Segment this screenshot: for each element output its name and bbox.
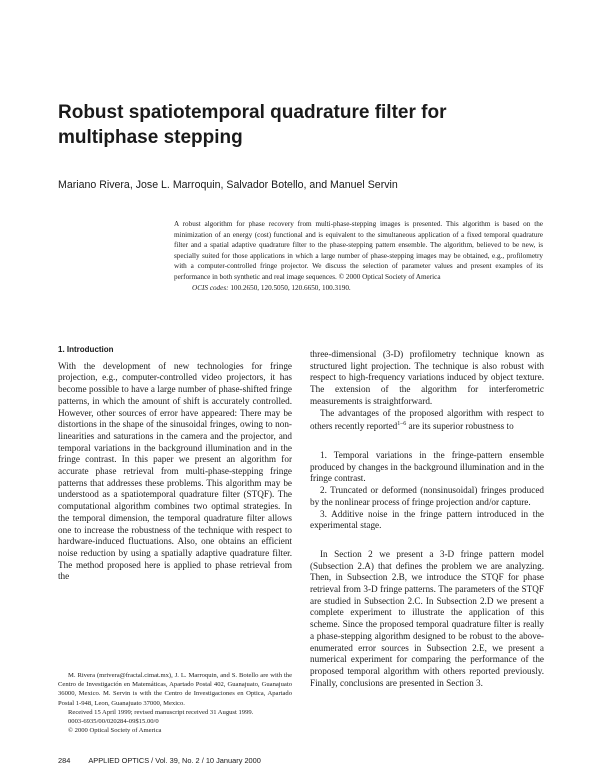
copyright-line: © 2000 Optical Society of America <box>68 727 162 735</box>
abstract <box>174 219 543 293</box>
page-number: 284 <box>58 756 71 765</box>
paper-title <box>58 100 538 150</box>
list-item-2: 2. Truncated or deformed (nonsinusoidal) fringes produced by the nonlinear process of fringe projection and/or capture. <box>310 485 544 507</box>
page-footer <box>58 756 279 765</box>
author-list: Mariano Rivera, Jose L. Marroquin, Salvador Botello, and Manuel Servin <box>58 179 398 191</box>
p2-text-before: The advantages of the proposed algorithm with respect to others recently reported <box>310 407 544 432</box>
affiliations: M. Rivera (mrivera@fractal.cimat.mx), J. L. Marroquin, and S. Botello are with the Centro de Investigación en Matemáticas, Apartado Postal 402, Guanajuato, Guanajuato 36000, Mexico. M. Servin is with the Centro de Investigaciones en Optica, Apartado Postal 1-948, Leon, Guanajuato 37000, Mexico. <box>58 672 292 707</box>
intro-paragraph-1: With the development of new technologies for fringe projection, e.g., computer-controlled video projectors, it has become possible to have a large number of phase-shifted fringe patterns, in which the amount of shift is accurately controlled. However, other sources of error have appeared: There may be distortions in the shape of the sinusoidal fringes, owing to non-linearities and saturations in the camera and the projector, and temporal variations in the background illumination and in the fringe contrast. In this paper we present an algorithm for accurate phase retrieval from multi-phase-stepping fringe patterns that addresses these problems. This algorithm may be understood as a spatiotemporal quadrature filter (STQF). The computational algorithm combines two optimal strategies. In the temporal dimension, the temporal quadrature filter allows one to increase the robustness of the technique with respect to hardware-induced fluctuations. Also, one obtains an efficient noise reduction by using a spatially adaptive quadrature filter. The method proposed here is applied to phase retrieval from the <box>58 360 292 582</box>
ocis-values: 100.2650, 120.5050, 120.6650, 100.3190. <box>230 283 351 292</box>
received-dates: Received 15 April 1999; revised manuscript received 31 August 1999. <box>68 708 254 716</box>
intro-paragraph-1-continued: three-dimensional (3-D) profilometry technique known as structured light projection. The technique is also robust with respect to high-frequency variations induced by object texture. The extension of the algorithm for interferometric measurements is straightforward. <box>310 349 544 406</box>
footnote <box>58 671 292 735</box>
ocis-codes <box>174 283 543 294</box>
issn-line: 0003-6935/00/020284-09$15.00/0 <box>68 718 159 726</box>
intro-paragraph-3: In Section 2 we present a 3-D fringe pattern model (Subsection 2.A) that defines the problem we are analyzing. Then, in Subsection 2.B, we introduce the STQF for phase retrieval from 3-D fringe patterns. The parameters of the STQF are studied in Subsection 2.C. In Subsection 2.D we present a complete experiment to illustrate the application of this scheme. Since the proposed temporal quadrature filter is really a phase-stepping algorithm designed to be robust to the above-enumerated error sources in Subsection 2.E, we present a numerical experiment for comparing the performance of the proposed temporal algorithm with others reported previously. Finally, conclusions are presented in Section 3. <box>310 548 544 688</box>
title-line-2: multiphase stepping <box>58 127 243 148</box>
right-column <box>310 349 544 689</box>
ocis-label: OCIS codes: <box>192 283 229 292</box>
p2-text-after: are its superior robustness to <box>406 421 514 432</box>
list-item-1: 1. Temporal variations in the fringe-pattern ensemble produced by changes in the background illumination and in the fringe contrast. <box>310 449 544 484</box>
list-item-3: 3. Additive noise in the fringe pattern introduced in the experimental stage. <box>310 508 544 531</box>
left-column <box>58 344 292 583</box>
title-line-1: Robust spatiotemporal quadrature filter for <box>58 102 447 123</box>
section-heading: 1. Introduction <box>58 345 114 354</box>
intro-paragraph-2 <box>310 408 544 433</box>
journal-info: APPLIED OPTICS / Vol. 39, No. 2 / 10 January 2000 <box>88 756 261 765</box>
abstract-text: A robust algorithm for phase recovery from multi-phase-stepping images is presented. This algorithm is based on the minimization of an energy (cost) functional and is equivalent to the simultaneous application of a fixed temporal quadrature filter and a spatial adaptive quadrature filter to the phase-stepping pattern ensemble. The algorithm, believed to be new, is specially suited for those applications in which a large number of phase-stepping images may be obtained, e.g., profilometry with a computer-controlled fringe projector. We discuss the selection of parameter values and present examples of its performance in both synthetic and real image sequences. © 2000 Optical Society of America <box>174 220 543 281</box>
citation-superscript: 1–6 <box>397 421 407 428</box>
